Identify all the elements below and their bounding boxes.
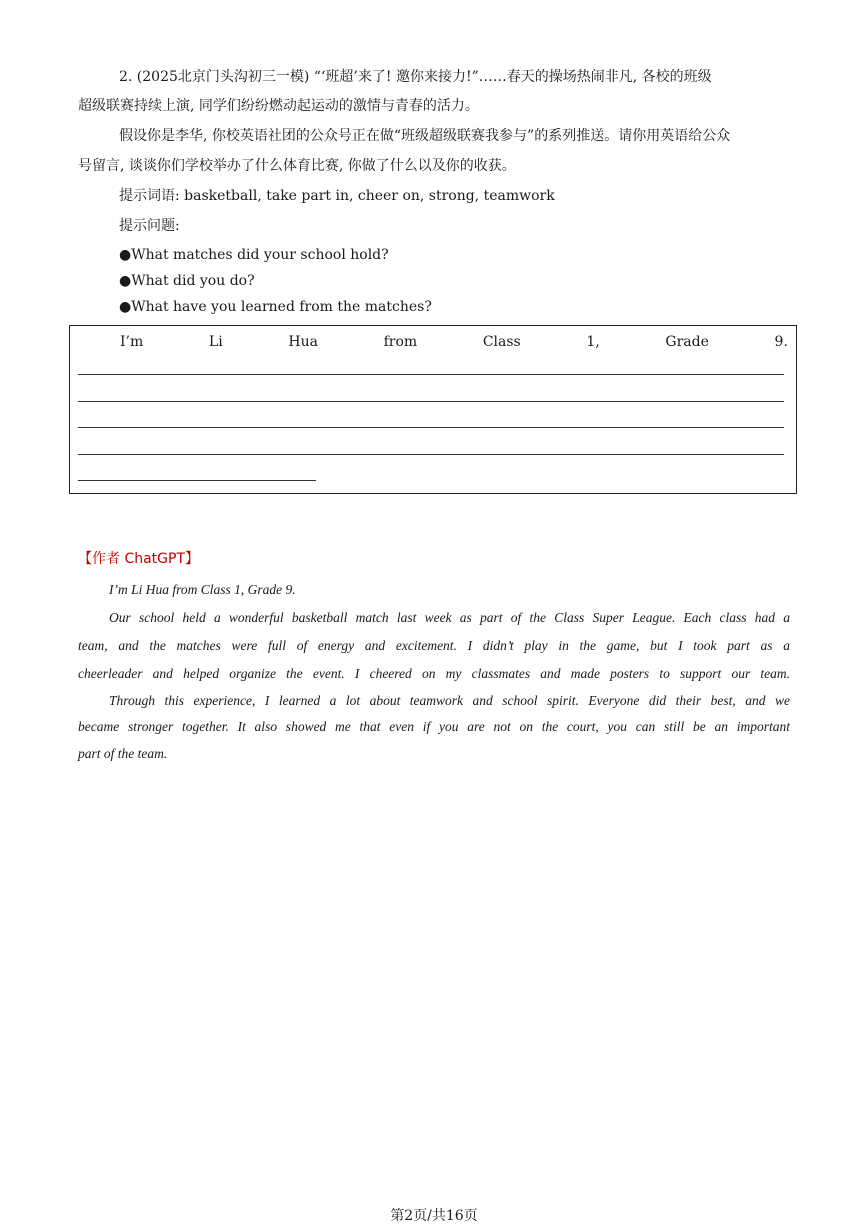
question-line-3: 假设你是李华, 你校英语社团的公众号正在做“班级超级联赛我参与”的系列推送。请你用英语给公众	[119, 128, 731, 144]
answer-box	[69, 325, 797, 494]
hint-question-1: ●What matches did your school hold?	[119, 247, 389, 263]
essay-p2-line-1: Our school held a wonderful basketball match last week as part of the Class Super League. Each class had a	[109, 610, 790, 625]
answer-word: from	[383, 334, 418, 350]
writing-line	[78, 401, 784, 402]
question-line-1: 2. (2025北京门头沟初三一模) “‘班超’来了! 邀你来接力!”……春天的操场热闹非凡, 各校的班级	[119, 69, 712, 85]
writing-line	[78, 480, 316, 481]
question-line-2: 超级联赛持续上演, 同学们纷纷燃动起运动的激情与青春的活力。	[78, 98, 479, 114]
essay-p2-line-3: cheerleader and helped organize the event. I cheered on my classmates and made posters to support our team.	[78, 666, 790, 681]
essay-line-1: I’m Li Hua from Class 1, Grade 9.	[109, 582, 296, 597]
answer-word: I’m	[120, 334, 144, 350]
hint-questions-label: 提示问题:	[119, 218, 180, 234]
page-number: 第2页/共16页	[390, 1208, 478, 1224]
hint-words: 提示词语: basketball, take part in, cheer on, strong, teamwork	[119, 188, 555, 204]
essay-p3-line-2: became stronger together. It also showed me that even if you are not on the court, you can still be an important	[78, 719, 790, 734]
essay-p3-line-1: Through this experience, I learned a lot about teamwork and school spirit. Everyone did their best, and we	[109, 693, 790, 708]
answer-word: Hua	[288, 334, 318, 350]
hint-question-3: ●What have you learned from the matches?	[119, 299, 432, 315]
answer-word: Li	[208, 334, 223, 350]
writing-line	[78, 454, 784, 455]
hint-question-2: ●What did you do?	[119, 273, 255, 289]
writing-line	[78, 374, 784, 375]
writing-line	[78, 427, 784, 428]
question-line-4: 号留言, 谈谈你们学校举办了什么体育比赛, 你做了什么以及你的收获。	[78, 158, 516, 174]
answer-box-first-line	[120, 332, 788, 352]
answer-word: 1,	[586, 334, 600, 350]
essay-p2-line-2: team, and the matches were full of energy and excitement. I didn’t play in the game, but I took part as a	[78, 638, 790, 653]
answer-word: 9.	[774, 334, 788, 350]
author-label: 【作者 ChatGPT】	[78, 551, 200, 567]
essay-p3-line-3: part of the team.	[78, 746, 168, 761]
answer-word: Grade	[665, 334, 709, 350]
answer-word: Class	[482, 334, 521, 350]
